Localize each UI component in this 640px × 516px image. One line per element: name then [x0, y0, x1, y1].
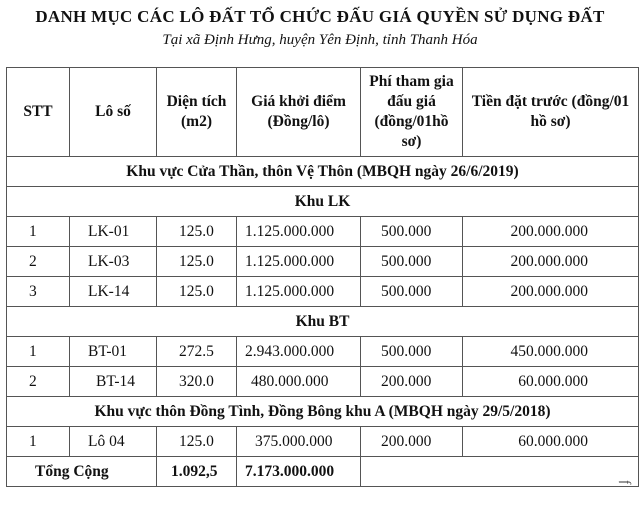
cell-lot: LK-01 [70, 217, 157, 247]
document-title: DANH MỤC CÁC LÔ ĐẤT TỔ CHỨC ĐẤU GIÁ QUYỀN SỬ DỤNG ĐẤT [35, 7, 605, 26]
cell-deposit: 60.000.000 [463, 367, 639, 397]
table-row [7, 427, 639, 457]
header-lot: Lô số [70, 68, 157, 157]
section-area-cua-than: Khu vực Cửa Thần, thôn Vệ Thôn (MBQH ngày 26/6/2019) [7, 157, 639, 187]
table-row [7, 277, 639, 307]
table-row [7, 367, 639, 397]
cell-price: 2.943.000.000 [237, 337, 361, 367]
total-area: 1.092,5 [157, 457, 237, 487]
cell-lot: Lô 04 [70, 427, 157, 457]
table-row [7, 217, 639, 247]
table-header-row [7, 68, 639, 157]
cell-deposit: 200.000.000 [463, 217, 639, 247]
cell-area: 125.0 [157, 427, 237, 457]
section-area-dong-tinh: Khu vực thôn Đồng Tình, Đồng Bông khu A (MBQH ngày 29/5/2018) [7, 397, 639, 427]
margin-mark: f [618, 478, 635, 486]
cell-stt: 3 [7, 277, 70, 307]
cell-area: 125.0 [157, 217, 237, 247]
cell-lot: LK-03 [70, 247, 157, 277]
total-empty-cell [361, 457, 639, 487]
table-row [7, 247, 639, 277]
cell-fee: 500.000 [361, 277, 463, 307]
cell-stt: 2 [7, 247, 70, 277]
cell-fee: 200.000 [361, 427, 463, 457]
header-deposit: Tiền đặt trước (đồng/01 hồ sơ) [463, 68, 639, 157]
cell-price: 1.125.000.000 [237, 277, 361, 307]
header-stt: STT [7, 68, 70, 157]
section-row [7, 307, 639, 337]
header-area: Diện tích (m2) [157, 68, 237, 157]
cell-fee: 200.000 [361, 367, 463, 397]
cell-price: 375.000.000 [237, 427, 361, 457]
section-row [7, 397, 639, 427]
total-row [7, 457, 639, 487]
table-row [7, 337, 639, 367]
cell-stt: 2 [7, 367, 70, 397]
cell-price: 1.125.000.000 [237, 247, 361, 277]
cell-area: 272.5 [157, 337, 237, 367]
cell-deposit: 200.000.000 [463, 247, 639, 277]
section-row [7, 157, 639, 187]
cell-lot: BT-14 [70, 367, 157, 397]
total-label: Tổng Cộng [7, 457, 157, 487]
document-subtitle: Tại xã Định Hưng, huyện Yên Định, tỉnh Thanh Hóa [162, 32, 478, 48]
cell-fee: 500.000 [361, 247, 463, 277]
cell-lot: BT-01 [70, 337, 157, 367]
cell-price: 1.125.000.000 [237, 217, 361, 247]
cell-fee: 500.000 [361, 337, 463, 367]
header-price: Giá khởi điểm (Đồng/lô) [237, 68, 361, 157]
cell-fee: 500.000 [361, 217, 463, 247]
cell-area: 125.0 [157, 247, 237, 277]
cell-stt: 1 [7, 217, 70, 247]
section-khu-lk: Khu LK [7, 187, 639, 217]
cell-deposit: 200.000.000 [463, 277, 639, 307]
cell-deposit: 60.000.000 [463, 427, 639, 457]
cell-stt: 1 [7, 337, 70, 367]
cell-lot: LK-14 [70, 277, 157, 307]
land-lot-table [6, 67, 639, 487]
cell-deposit: 450.000.000 [463, 337, 639, 367]
cell-price: 480.000.000 [237, 367, 361, 397]
cell-stt: 1 [7, 427, 70, 457]
section-row [7, 187, 639, 217]
cell-area: 125.0 [157, 277, 237, 307]
cell-area: 320.0 [157, 367, 237, 397]
header-fee: Phí tham gia đấu giá (đồng/01hồ sơ) [361, 68, 463, 157]
total-price: 7.173.000.000 [237, 457, 361, 487]
section-khu-bt: Khu BT [7, 307, 639, 337]
